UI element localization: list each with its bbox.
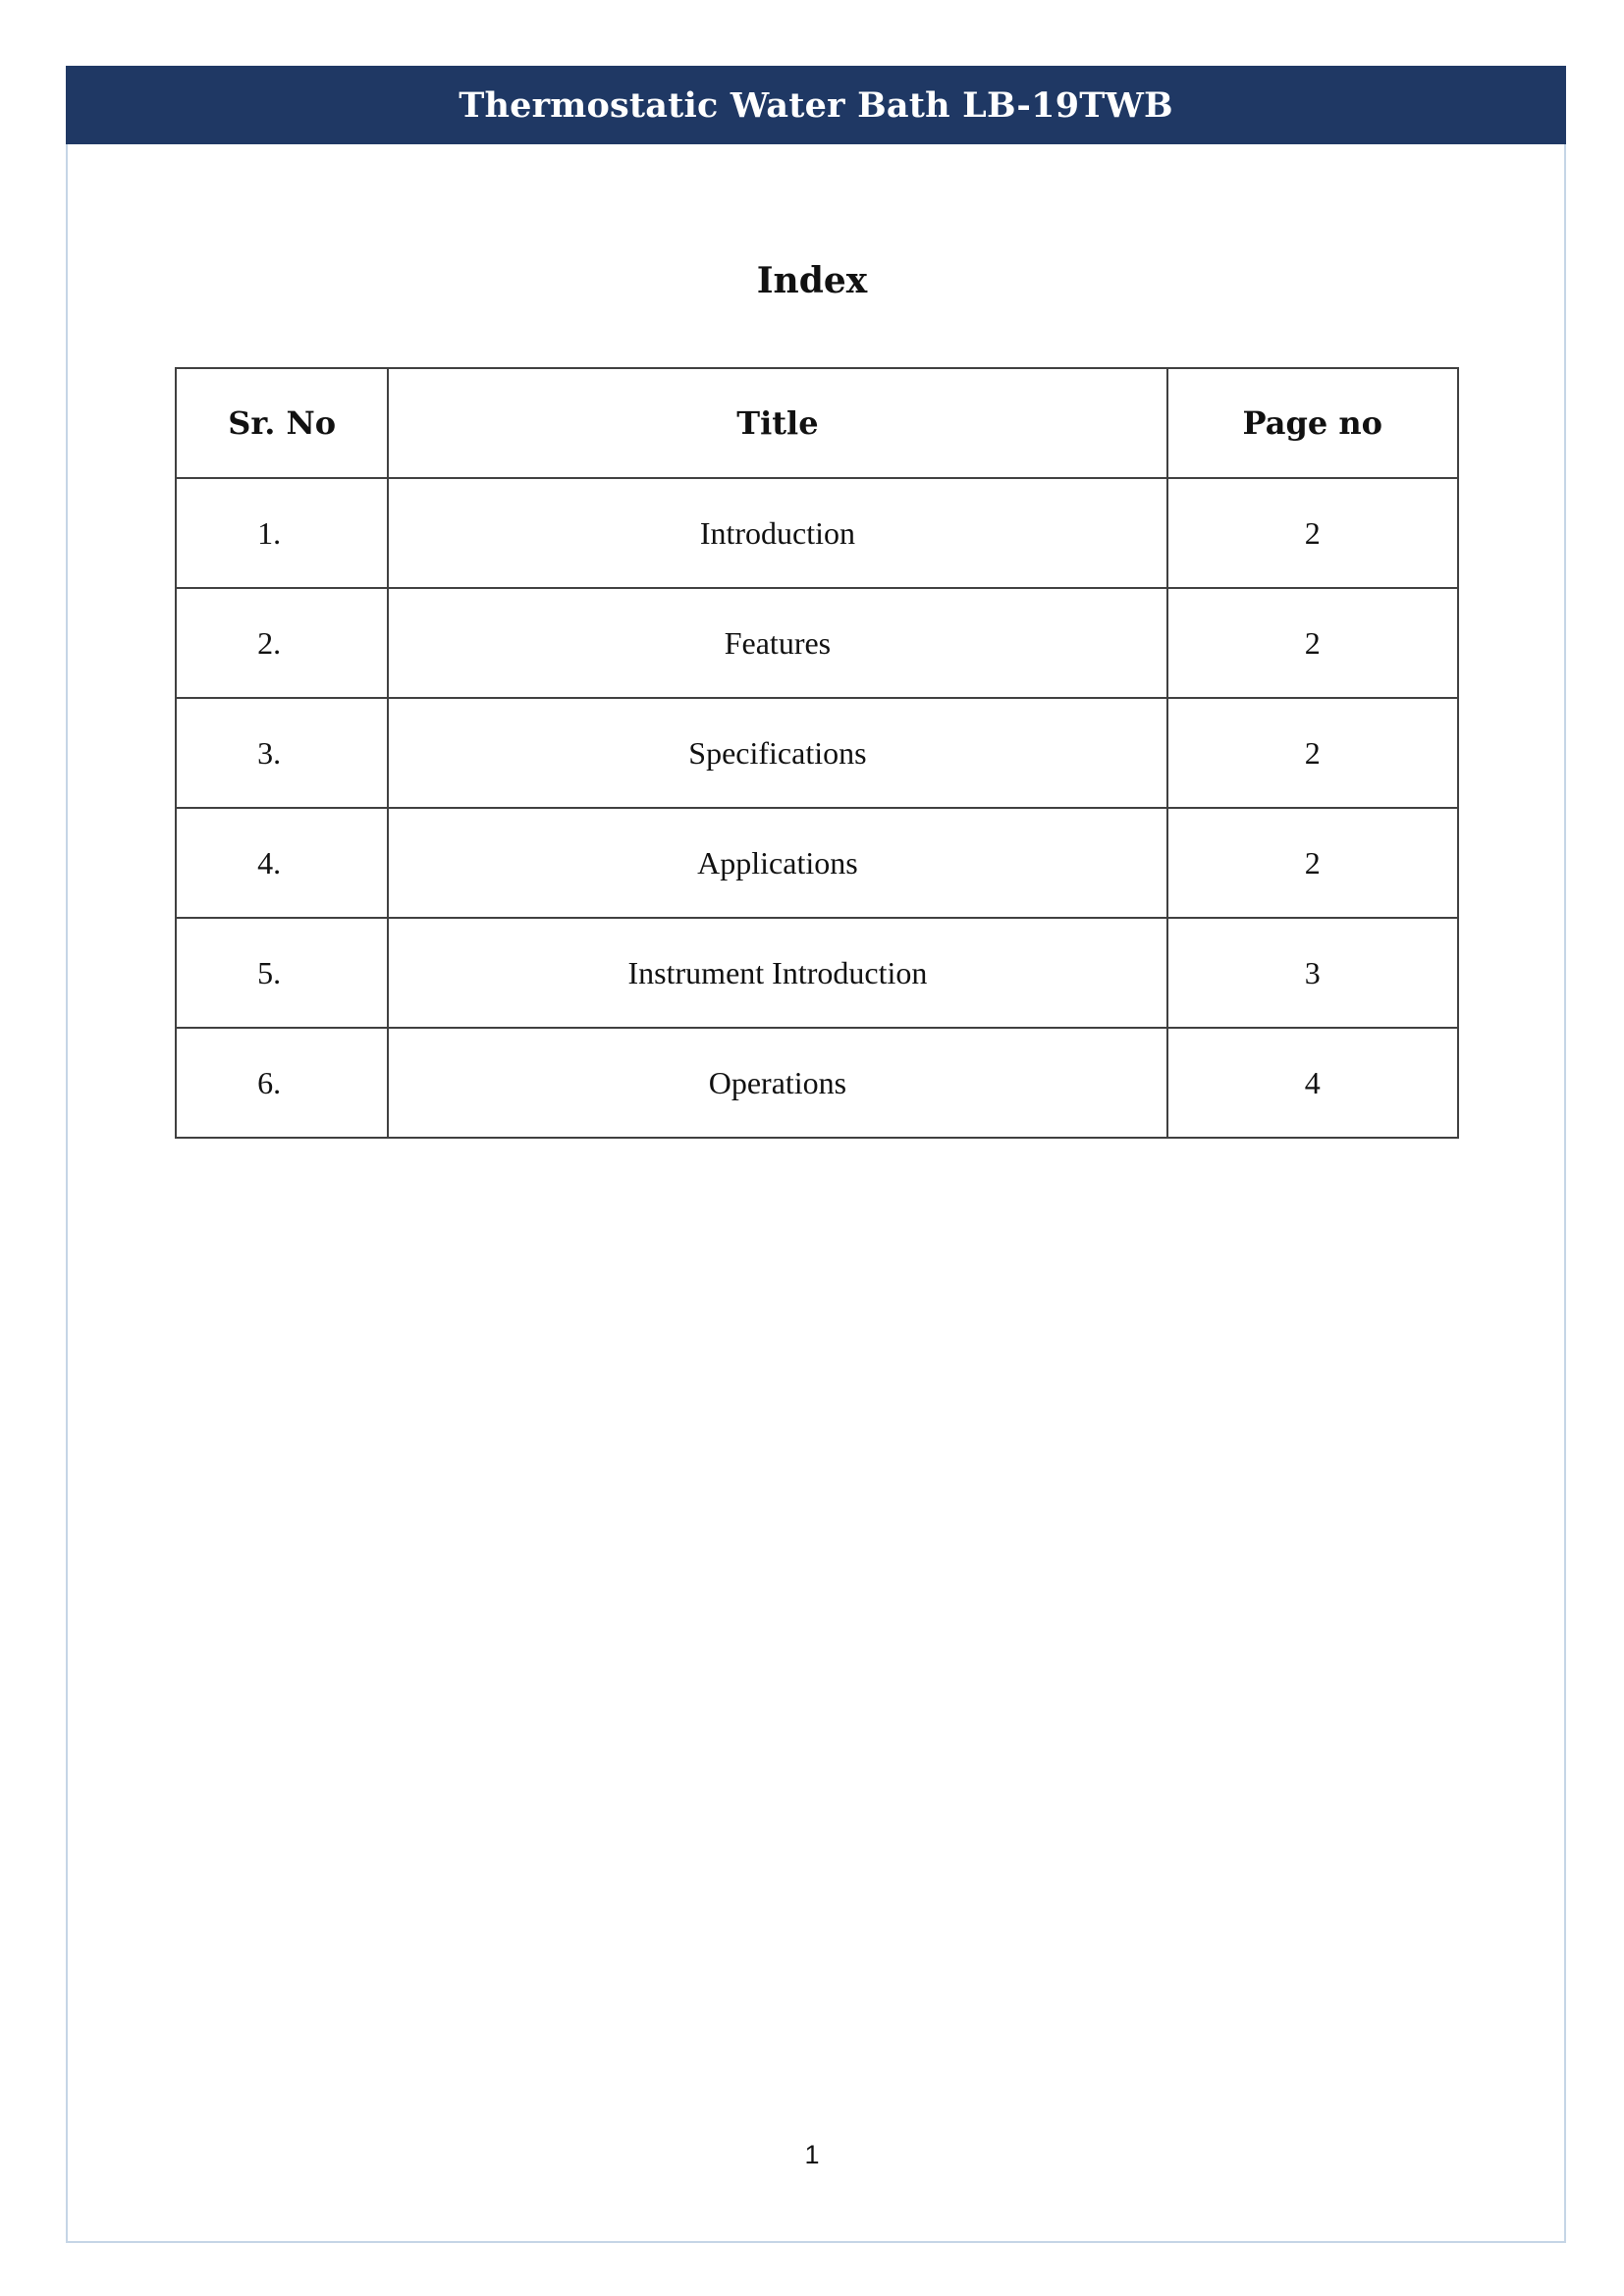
row-sr-no: 4. [176,808,388,918]
page-number: 1 [804,2140,820,2169]
table-row [176,1028,1458,1138]
column-header-page-no: Page no [1167,368,1458,478]
row-sr-no: 2. [176,588,388,698]
row-sr-no: 1. [176,478,388,588]
row-title: Instrument Introduction [388,918,1166,1028]
table-header-row [176,368,1458,478]
table-row [176,478,1458,588]
index-heading: Index [756,260,868,301]
table-row [176,698,1458,808]
table-row [176,588,1458,698]
row-page-no: 2 [1167,698,1458,808]
column-header-sr-no: Sr. No [176,368,388,478]
document-title: Thermostatic Water Bath LB-19TWB [459,84,1173,126]
table-row [176,808,1458,918]
row-title: Applications [388,808,1166,918]
column-header-title: Title [388,368,1166,478]
index-table [175,367,1459,1139]
row-sr-no: 6. [176,1028,388,1138]
row-title: Specifications [388,698,1166,808]
table-row [176,918,1458,1028]
row-page-no: 2 [1167,588,1458,698]
row-title: Features [388,588,1166,698]
row-sr-no: 3. [176,698,388,808]
document-header [66,66,1566,144]
row-page-no: 2 [1167,478,1458,588]
row-sr-no: 5. [176,918,388,1028]
row-page-no: 2 [1167,808,1458,918]
row-title: Introduction [388,478,1166,588]
row-page-no: 4 [1167,1028,1458,1138]
row-title: Operations [388,1028,1166,1138]
row-page-no: 3 [1167,918,1458,1028]
